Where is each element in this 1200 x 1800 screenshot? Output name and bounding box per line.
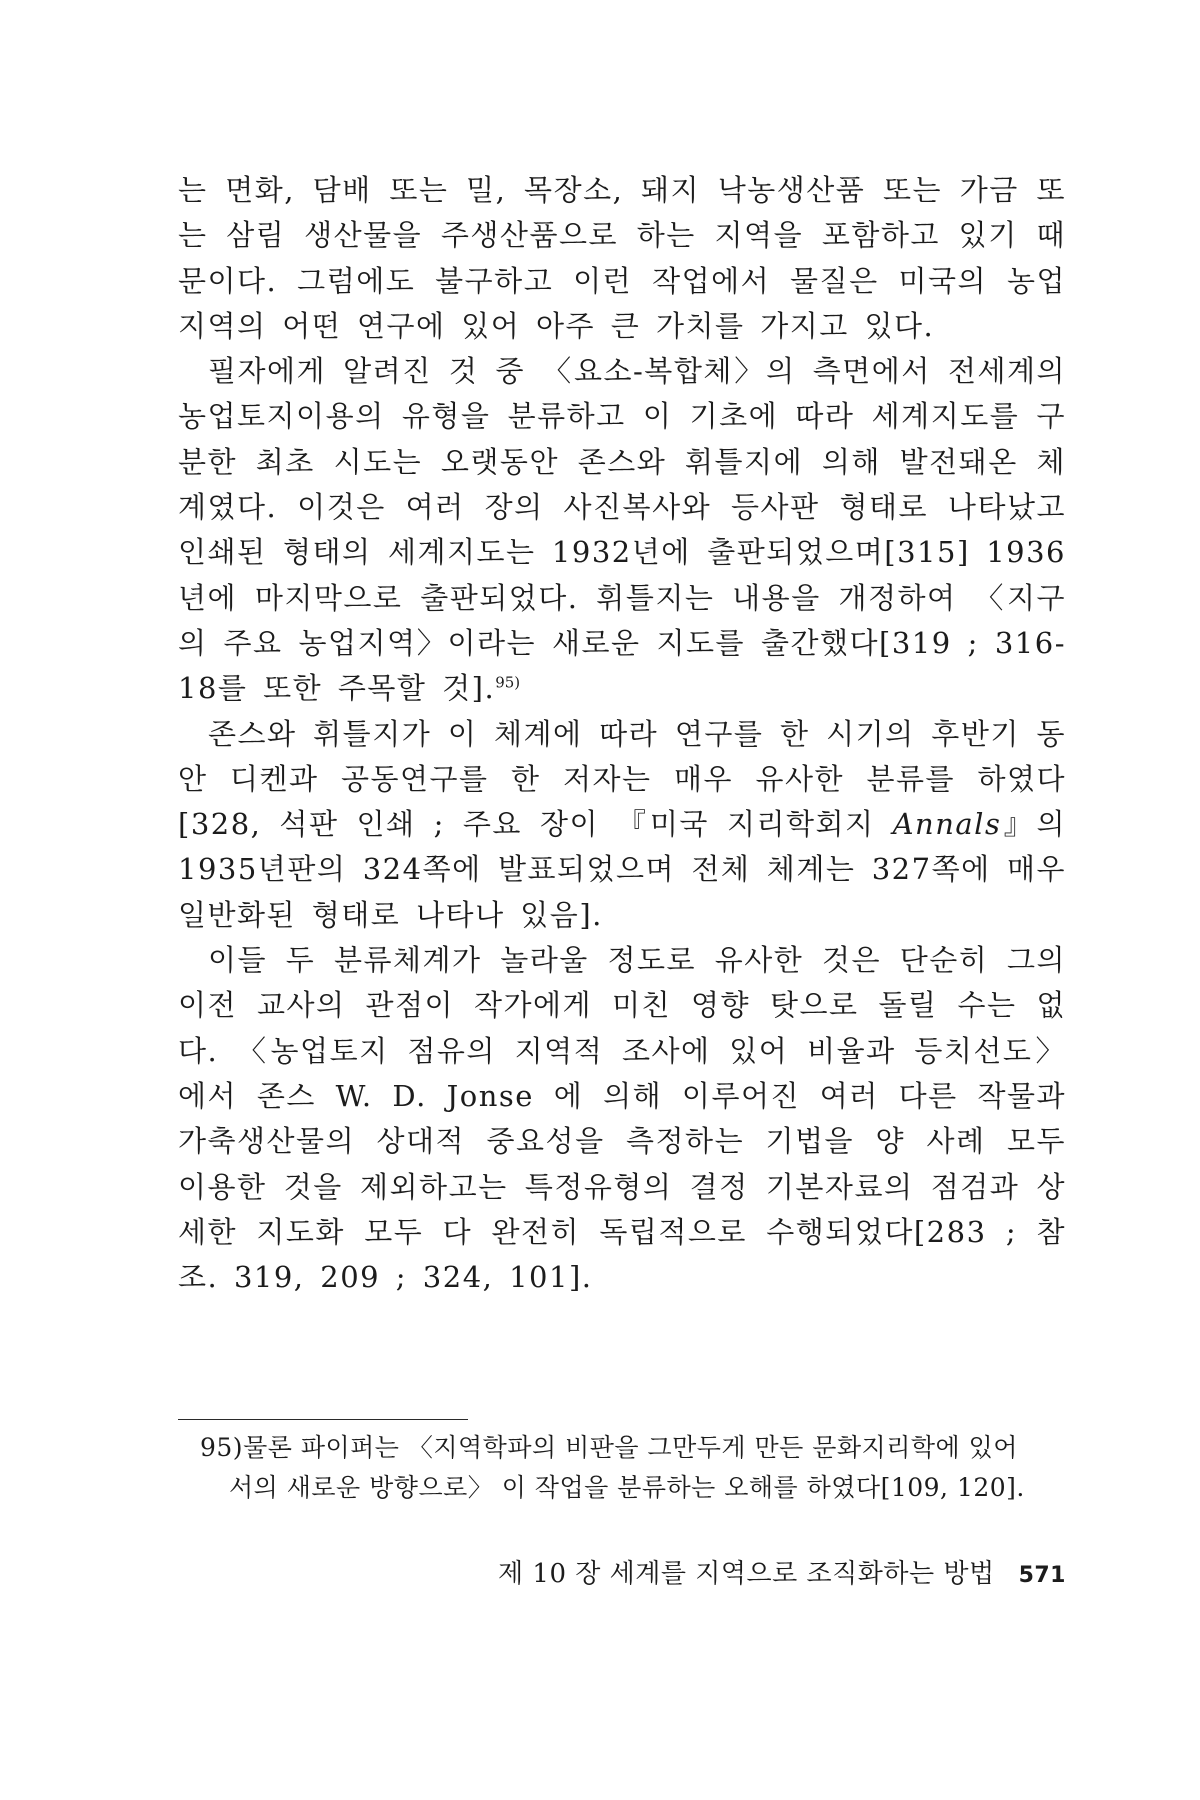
footnote-line-2: 서의 새로운 방향으로〉 이 작업을 분류하는 오해를 하였다[109, 120]. xyxy=(229,1473,1025,1502)
paragraph-1-text: 는 면화, 담배 또는 밀, 목장소, 돼지 낙농생산품 또는 가금 또는 삼림 생산물을 주생산품으로 하는 지역을 포함하고 있기 때문이다. 그럼에도 불구하고 이런 작업에서 물질은 미국의 농업지역의 어떤 연구에 있어 아주 큰 가치를 가지고 있다. xyxy=(178,173,1066,343)
paragraph-3-text-start: 존스와 휘틀지가 이 체계에 따라 연구를 한 시기의 후반기 동안 디켄과 공동연구를 한 저자는 매우 유사한 분류를 하였다[328, 석판 인쇄 ; 주요 장이 『미국 지리학회지 xyxy=(178,716,1066,842)
chapter-title: 제 10 장 세계를 지역으로 조직화하는 방법 xyxy=(498,1559,995,1589)
journal-title: Annals xyxy=(892,807,1002,842)
footnote-line-1: 물론 파이퍼는 〈지역학파의 비판을 그만두게 만든 문화지리학에 있어 xyxy=(243,1433,1018,1462)
running-footer xyxy=(490,1553,1066,1590)
paragraph-3 xyxy=(178,712,1066,938)
paragraph-4 xyxy=(178,938,1066,1300)
footnote-reference-95[interactable]: 95) xyxy=(495,673,521,692)
footnote-divider xyxy=(178,1419,468,1420)
paragraph-3-text-end: 』의 1935년판의 324쪽에 발표되었으며 전체 체계는 327쪽에 매우 일반화된 형태로 나타나 있음]. xyxy=(178,807,1066,932)
body-text xyxy=(178,168,1066,1300)
paragraph-1 xyxy=(178,168,1066,349)
footnote-95 xyxy=(200,1428,1066,1508)
paragraph-2 xyxy=(178,349,1066,711)
page-number: 571 xyxy=(1018,1563,1066,1588)
footnote-number: 95) xyxy=(200,1433,244,1462)
paragraph-2-text: 필자에게 알려진 것 중 〈요소-복합체〉의 측면에서 전세계의 농업토지이용의 유형을 분류하고 이 기초에 따라 세계지도를 구분한 최초 시도는 오랫동안 존스와 휘틀지에 의해 발전돼온 체계였다. 이것은 여러 장의 사진복사와 등사판 형태로 나타났고 인쇄된 형태의 세계지도는 1932년에 출판되었으며[315] 1936년에 마지막으로 출판되었다. 휘틀지는 내용을 개정하여 〈지구의 주요 농업지역〉이라는 새로운 지도를 출간했다[319 ; 316-18를 또한 주목할 것]. xyxy=(178,354,1066,706)
paragraph-4-text: 이들 두 분류체계가 놀라울 정도로 유사한 것은 단순히 그의 이전 교사의 관점이 작가에게 미친 영향 탓으로 돌릴 수는 없다. 〈농업토지 점유의 지역적 조사에 있어 비율과 등치선도〉에서 존스 W. D. Jonse 에 의해 이루어진 여러 다른 작물과 가축생산물의 상대적 중요성을 측정하는 기법을 양 사례 모두 이용한 것을 제외하고는 특정유형의 결정 기본자료의 점검과 상세한 지도화 모두 다 완전히 독립적으로 수행되었다[283 ; 참조. 319, 209 ; 324, 101]. xyxy=(178,943,1066,1295)
